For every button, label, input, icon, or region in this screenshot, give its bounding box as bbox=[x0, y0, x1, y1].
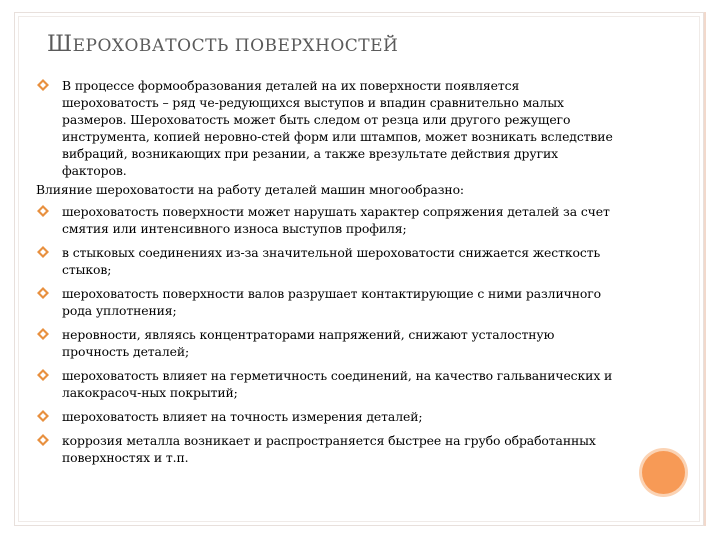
diamond-bullet-icon bbox=[36, 368, 50, 382]
list-item-text: шероховатость влияет на герметичность соединений, на качество гальванических и лакокрасоч-ных покрытий; bbox=[62, 368, 613, 400]
list-item-text: неровности, являясь концентраторами напряжений, снижают усталостную прочность деталей; bbox=[62, 327, 555, 359]
list-item-text: коррозия металла возникает и распространяется быстрее на грубо обработанных поверхностях и т.п. bbox=[62, 433, 596, 465]
title-rest: ЕРОХОВАТОСТЬ ПОВЕРХНОСТЕЙ bbox=[72, 36, 399, 56]
impact-heading: Влияние шероховатости на работу деталей машин многообразно: bbox=[36, 182, 465, 197]
diamond-bullet-icon bbox=[36, 327, 50, 341]
diamond-bullet-icon bbox=[36, 245, 50, 259]
list-item bbox=[36, 285, 616, 319]
list-item bbox=[36, 408, 616, 425]
list-item bbox=[36, 326, 616, 360]
list-item-text: шероховатость поверхности валов разрушает контактирующие с ними различного рода уплотнения; bbox=[62, 286, 601, 318]
list-item-text: шероховатость поверхности может нарушать характер сопряжения деталей за счет смятия или интенсивного износа выступов профиля; bbox=[62, 204, 610, 236]
list-item-text: шероховатость влияет на точность измерения деталей; bbox=[62, 409, 423, 424]
diamond-bullet-icon bbox=[36, 78, 50, 92]
diamond-bullet-icon bbox=[36, 409, 50, 423]
slide-content bbox=[36, 77, 616, 473]
diamond-bullet-icon bbox=[36, 286, 50, 300]
diamond-bullet-icon bbox=[36, 204, 50, 218]
slide-title bbox=[47, 32, 398, 57]
bullet-intro bbox=[36, 77, 616, 179]
list-item bbox=[36, 203, 616, 237]
intro-text: В процессе формообразования деталей на их поверхности появляется шероховатость – ряд че-редующихся выступов и впадин сравнительно малых размеров. Шероховатость может быть следом от резца или другого режущего инструмента, копией неровно-стей форм или штампов, может возникать вследствие вибраций, возникающих при резании, а также врезультате действия других факторов. bbox=[62, 78, 613, 178]
list-item bbox=[36, 432, 616, 466]
list-item bbox=[36, 244, 616, 278]
diamond-bullet-icon bbox=[36, 433, 50, 447]
list-item bbox=[36, 367, 616, 401]
title-initial: Ш bbox=[47, 32, 73, 57]
list-item-text: в стыковых соединениях из-за значительной шероховатости снижается жесткость стыков; bbox=[62, 245, 601, 277]
slide-edge-stripe bbox=[704, 12, 706, 526]
decorative-circle bbox=[642, 451, 685, 494]
